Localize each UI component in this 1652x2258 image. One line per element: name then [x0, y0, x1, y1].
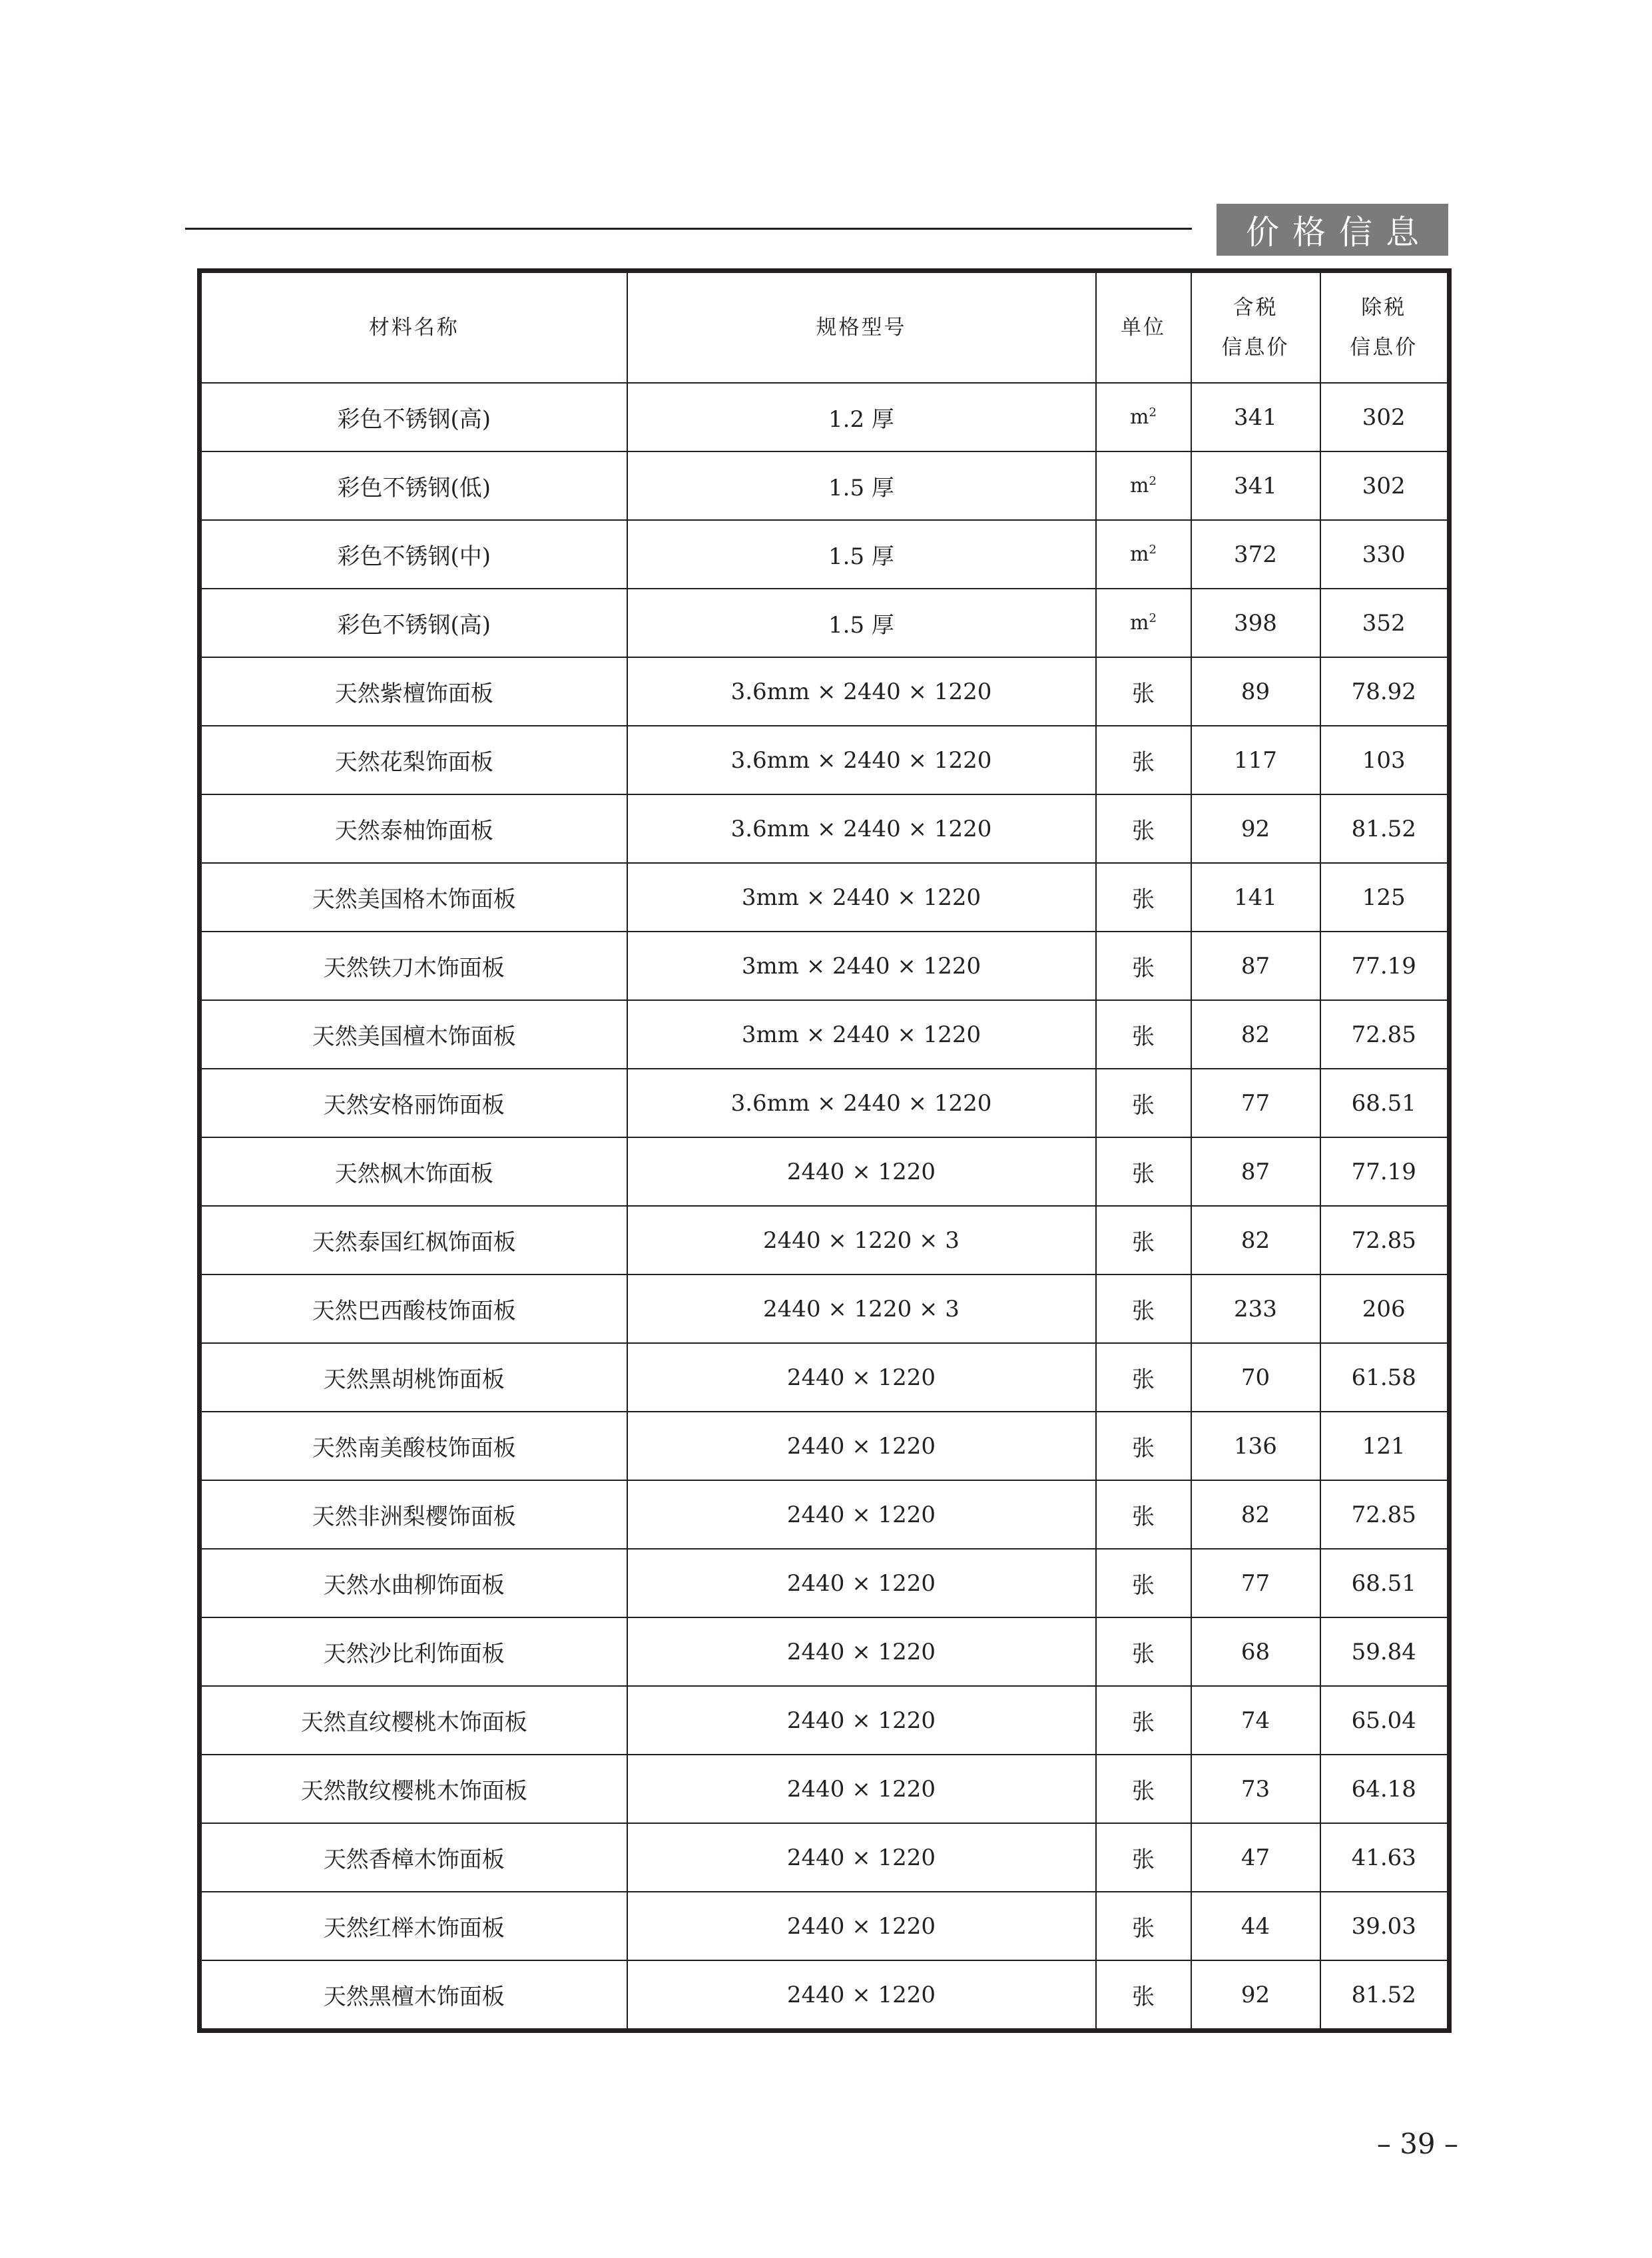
cell-price-with-tax: 117: [1191, 726, 1320, 794]
cell-material-name: 天然枫木饰面板: [200, 1137, 627, 1206]
cell-spec: 2440 × 1220: [627, 1343, 1096, 1412]
table-row: [200, 932, 1450, 1000]
table-row: [200, 1686, 1450, 1755]
cell-price-with-tax: 87: [1191, 932, 1320, 1000]
cell-unit: 张: [1096, 1412, 1191, 1480]
cell-unit: [1096, 589, 1191, 657]
cell-unit: 张: [1096, 1274, 1191, 1343]
section-title: 价格信息: [1217, 204, 1448, 256]
cell-spec: 2440 × 1220: [627, 1412, 1096, 1480]
cell-spec: 2440 × 1220: [627, 1823, 1096, 1892]
cell-price-without-tax: 302: [1320, 451, 1450, 520]
cell-unit: 张: [1096, 1343, 1191, 1412]
unit-base: m: [1130, 406, 1149, 429]
cell-price-without-tax: 206: [1320, 1274, 1450, 1343]
cell-material-name: 彩色不锈钢(高): [200, 589, 627, 657]
cell-price-without-tax: 72.85: [1320, 1480, 1450, 1549]
cell-spec: 3mm × 2440 × 1220: [627, 1000, 1096, 1069]
cell-spec: 2440 × 1220: [627, 1892, 1096, 1960]
cell-material-name: 彩色不锈钢(中): [200, 520, 627, 589]
unit-exponent: 2: [1149, 474, 1157, 488]
cell-price-without-tax: 61.58: [1320, 1343, 1450, 1412]
table-row: [200, 1823, 1450, 1892]
table-row: [200, 1000, 1450, 1069]
table-row: [200, 451, 1450, 520]
table-row: [200, 1412, 1450, 1480]
cell-unit: [1096, 451, 1191, 520]
cell-unit: [1096, 520, 1191, 589]
cell-material-name: 天然非洲梨樱饰面板: [200, 1480, 627, 1549]
cell-unit: [1096, 383, 1191, 451]
cell-spec: 3.6mm × 2440 × 1220: [627, 726, 1096, 794]
cell-unit: 张: [1096, 863, 1191, 932]
header-price-without-tax-line1: 除税: [1361, 296, 1407, 320]
header-price-with-tax-line1: 含税: [1233, 296, 1278, 320]
cell-price-with-tax: 82: [1191, 1000, 1320, 1069]
cell-price-with-tax: 82: [1191, 1206, 1320, 1274]
cell-material-name: 天然铁刀木饰面板: [200, 932, 627, 1000]
cell-spec: 3.6mm × 2440 × 1220: [627, 794, 1096, 863]
cell-price-with-tax: 398: [1191, 589, 1320, 657]
cell-price-with-tax: 87: [1191, 1137, 1320, 1206]
cell-price-without-tax: 78.92: [1320, 657, 1450, 726]
cell-unit: 张: [1096, 657, 1191, 726]
cell-unit: 张: [1096, 1617, 1191, 1686]
cell-price-without-tax: 81.52: [1320, 794, 1450, 863]
cell-price-without-tax: 103: [1320, 726, 1450, 794]
cell-material-name: 天然泰柚饰面板: [200, 794, 627, 863]
table-row: [200, 383, 1450, 451]
cell-spec: 2440 × 1220: [627, 1137, 1096, 1206]
cell-price-with-tax: 136: [1191, 1412, 1320, 1480]
cell-spec: 2440 × 1220: [627, 1617, 1096, 1686]
table-row: [200, 520, 1450, 589]
cell-price-without-tax: 125: [1320, 863, 1450, 932]
cell-unit: 张: [1096, 932, 1191, 1000]
table-row: [200, 1960, 1450, 2031]
cell-material-name: 天然红榉木饰面板: [200, 1892, 627, 1960]
cell-price-with-tax: 233: [1191, 1274, 1320, 1343]
cell-price-without-tax: 68.51: [1320, 1549, 1450, 1617]
cell-material-name: 天然美国檀木饰面板: [200, 1000, 627, 1069]
unit-base: m: [1130, 611, 1149, 635]
cell-material-name: 彩色不锈钢(低): [200, 451, 627, 520]
cell-spec: 3.6mm × 2440 × 1220: [627, 1069, 1096, 1137]
header-price-with-tax: [1191, 271, 1320, 384]
cell-price-without-tax: 121: [1320, 1412, 1450, 1480]
cell-unit: 张: [1096, 1206, 1191, 1274]
cell-spec: 2440 × 1220: [627, 1755, 1096, 1823]
cell-price-without-tax: 65.04: [1320, 1686, 1450, 1755]
table-row: [200, 1343, 1450, 1412]
table-row: [200, 1549, 1450, 1617]
cell-material-name: 天然巴西酸枝饰面板: [200, 1274, 627, 1343]
cell-material-name: 天然紫檀饰面板: [200, 657, 627, 726]
cell-price-with-tax: 341: [1191, 451, 1320, 520]
cell-spec: 2440 × 1220: [627, 1549, 1096, 1617]
header-price-without-tax-line2: 信息价: [1350, 336, 1418, 360]
page-number: – 39 –: [1376, 2127, 1458, 2160]
table-row: [200, 863, 1450, 932]
unit-exponent: 2: [1149, 406, 1157, 420]
header-material-name: 材料名称: [200, 271, 627, 384]
cell-price-without-tax: 72.85: [1320, 1000, 1450, 1069]
table-row: [200, 726, 1450, 794]
header-price-with-tax-line2: 信息价: [1221, 336, 1290, 360]
cell-price-with-tax: 82: [1191, 1480, 1320, 1549]
cell-price-with-tax: 89: [1191, 657, 1320, 726]
cell-unit: 张: [1096, 1549, 1191, 1617]
table-row: [200, 1206, 1450, 1274]
cell-unit: 张: [1096, 1892, 1191, 1960]
cell-spec: 1.5 厚: [627, 451, 1096, 520]
table-body: [200, 383, 1450, 2031]
cell-material-name: 天然泰国红枫饰面板: [200, 1206, 627, 1274]
cell-price-with-tax: 73: [1191, 1755, 1320, 1823]
table-row: [200, 1892, 1450, 1960]
cell-material-name: 彩色不锈钢(高): [200, 383, 627, 451]
cell-spec: 1.2 厚: [627, 383, 1096, 451]
cell-unit: 张: [1096, 1069, 1191, 1137]
cell-price-with-tax: 92: [1191, 794, 1320, 863]
header-rule: [185, 228, 1192, 230]
cell-price-with-tax: 92: [1191, 1960, 1320, 2031]
cell-price-without-tax: 72.85: [1320, 1206, 1450, 1274]
cell-unit: 张: [1096, 1823, 1191, 1892]
cell-spec: 2440 × 1220 × 3: [627, 1274, 1096, 1343]
cell-price-without-tax: 352: [1320, 589, 1450, 657]
header-unit: 单位: [1096, 271, 1191, 384]
cell-price-with-tax: 372: [1191, 520, 1320, 589]
cell-spec: 3mm × 2440 × 1220: [627, 863, 1096, 932]
cell-price-without-tax: 302: [1320, 383, 1450, 451]
cell-spec: 1.5 厚: [627, 520, 1096, 589]
cell-material-name: 天然直纹樱桃木饰面板: [200, 1686, 627, 1755]
cell-material-name: 天然花梨饰面板: [200, 726, 627, 794]
table-row: [200, 657, 1450, 726]
cell-spec: 2440 × 1220: [627, 1686, 1096, 1755]
cell-spec: 3.6mm × 2440 × 1220: [627, 657, 1096, 726]
cell-spec: 2440 × 1220: [627, 1960, 1096, 2031]
table-row: [200, 589, 1450, 657]
unit-exponent: 2: [1149, 611, 1157, 625]
cell-price-without-tax: 59.84: [1320, 1617, 1450, 1686]
table-row: [200, 794, 1450, 863]
table-row: [200, 1480, 1450, 1549]
cell-price-without-tax: 64.18: [1320, 1755, 1450, 1823]
header-spec: 规格型号: [627, 271, 1096, 384]
cell-price-without-tax: 330: [1320, 520, 1450, 589]
price-table: [197, 268, 1452, 2033]
unit-base: m: [1130, 543, 1149, 566]
cell-material-name: 天然黑檀木饰面板: [200, 1960, 627, 2031]
cell-unit: 张: [1096, 1755, 1191, 1823]
cell-unit: 张: [1096, 726, 1191, 794]
table-row: [200, 1617, 1450, 1686]
unit-exponent: 2: [1149, 543, 1157, 557]
cell-spec: 1.5 厚: [627, 589, 1096, 657]
cell-material-name: 天然沙比利饰面板: [200, 1617, 627, 1686]
cell-material-name: 天然安格丽饰面板: [200, 1069, 627, 1137]
cell-price-with-tax: 44: [1191, 1892, 1320, 1960]
cell-unit: 张: [1096, 1000, 1191, 1069]
table-row: [200, 1755, 1450, 1823]
cell-price-with-tax: 141: [1191, 863, 1320, 932]
cell-spec: 2440 × 1220 × 3: [627, 1206, 1096, 1274]
cell-unit: 张: [1096, 1137, 1191, 1206]
cell-material-name: 天然香樟木饰面板: [200, 1823, 627, 1892]
table-row: [200, 1069, 1450, 1137]
cell-material-name: 天然美国格木饰面板: [200, 863, 627, 932]
unit-base: m: [1130, 474, 1149, 497]
cell-unit: 张: [1096, 1480, 1191, 1549]
cell-unit: 张: [1096, 1960, 1191, 2031]
cell-unit: 张: [1096, 794, 1191, 863]
cell-price-without-tax: 81.52: [1320, 1960, 1450, 2031]
cell-price-with-tax: 341: [1191, 383, 1320, 451]
cell-price-without-tax: 68.51: [1320, 1069, 1450, 1137]
cell-spec: 2440 × 1220: [627, 1480, 1096, 1549]
table-row: [200, 1274, 1450, 1343]
cell-spec: 3mm × 2440 × 1220: [627, 932, 1096, 1000]
cell-material-name: 天然水曲柳饰面板: [200, 1549, 627, 1617]
cell-material-name: 天然散纹樱桃木饰面板: [200, 1755, 627, 1823]
cell-price-with-tax: 47: [1191, 1823, 1320, 1892]
cell-price-with-tax: 74: [1191, 1686, 1320, 1755]
table-row: [200, 1137, 1450, 1206]
cell-unit: 张: [1096, 1686, 1191, 1755]
table-header-row: [200, 271, 1450, 384]
cell-price-without-tax: 77.19: [1320, 932, 1450, 1000]
cell-price-with-tax: 77: [1191, 1549, 1320, 1617]
cell-price-with-tax: 77: [1191, 1069, 1320, 1137]
cell-price-without-tax: 39.03: [1320, 1892, 1450, 1960]
cell-price-without-tax: 41.63: [1320, 1823, 1450, 1892]
cell-material-name: 天然南美酸枝饰面板: [200, 1412, 627, 1480]
header-price-without-tax: [1320, 271, 1450, 384]
cell-material-name: 天然黑胡桃饰面板: [200, 1343, 627, 1412]
cell-price-without-tax: 77.19: [1320, 1137, 1450, 1206]
cell-price-with-tax: 70: [1191, 1343, 1320, 1412]
cell-price-with-tax: 68: [1191, 1617, 1320, 1686]
